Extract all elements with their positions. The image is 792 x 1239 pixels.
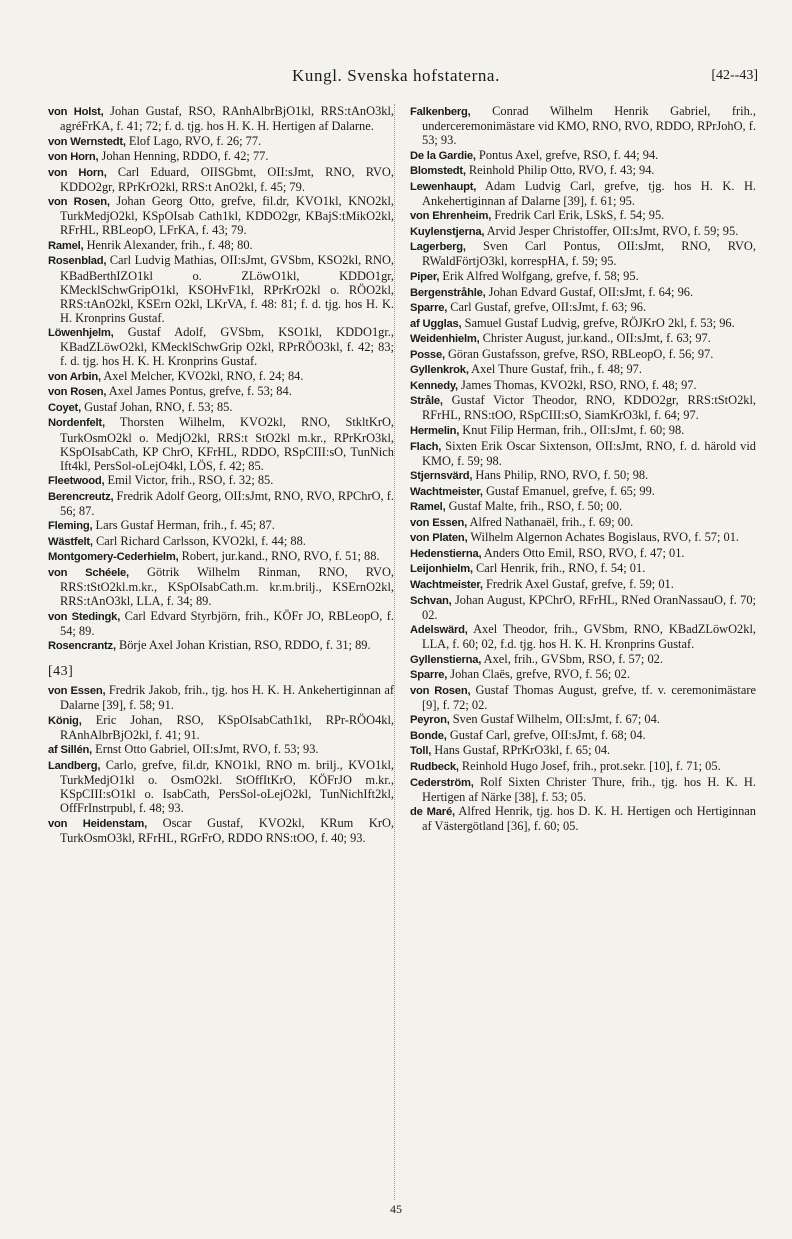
entry-name: von Holst,	[48, 106, 104, 118]
list-item	[410, 104, 756, 147]
entry-name: von Arbin,	[48, 370, 101, 383]
entry-text: Axel Melcher, KVO2kl, RNO, f. 24; 84.	[103, 368, 304, 383]
page-header	[0, 66, 792, 90]
list-item	[48, 758, 394, 815]
entry-name: Wachtmeister,	[410, 485, 483, 498]
entry-text: Johan Edvard Gustaf, OII:sJmt, f. 64; 96.	[488, 284, 694, 299]
entry-text: Alfred Nathanaël, frih., f. 69; 00.	[469, 514, 634, 529]
list-item	[48, 473, 394, 488]
entry-text: Gustaf Johan, RNO, f. 53; 85.	[84, 399, 233, 414]
entry-text: Johan Henning, RDDO, f. 42; 77.	[101, 149, 269, 164]
entry-text: Göran Gustafsson, grefve, RSO, RBLeopO, f. 56; 97.	[447, 346, 714, 361]
entry-text: Gustaf Adolf, GVSbm, KSO1kl, KDDO1gr., KBadZLöwO2kl, KMecklSchwGrip O2kl, RPrRÖO3kl, f. 42; 83; f. d. tjg. hos H. K. H. Kronprins Gustaf.	[60, 325, 394, 369]
list-item	[410, 728, 756, 743]
list-item	[410, 667, 756, 682]
entry-name: Stjernsvärd,	[410, 470, 473, 483]
entry-name: Lagerberg,	[410, 241, 466, 254]
entry-name: Posse,	[410, 348, 445, 361]
entry-name: von Rosen,	[48, 386, 107, 399]
list-item	[410, 743, 756, 758]
list-item	[410, 300, 756, 315]
entry-text: Sixten Erik Oscar Sixtenson, OII:sJmt, RNO, f. d. härold vid KMO, f. 59; 98.	[422, 438, 756, 468]
entry-name: Ramel,	[48, 239, 84, 252]
list-item	[410, 269, 756, 284]
entry-name: Sparre,	[410, 302, 448, 315]
list-item	[48, 683, 394, 712]
entry-text: Carl Henrik, frih., RNO, f. 54; 01.	[475, 561, 646, 576]
entry-name: Fleetwood,	[48, 475, 105, 488]
entry-text: Carl Eduard, OIISGbmt, OII:sJmt, RNO, RVO, KDDO2gr, RPrKrO2kl, RRS:t AnO2kl, f. 45; 79.	[60, 164, 394, 194]
entry-name: af Ugglas,	[410, 317, 462, 330]
entry-name: Gyllenkrok,	[410, 364, 469, 377]
list-item	[410, 759, 756, 774]
entry-text: Arvid Jesper Christoffer, OII:sJmt, RVO, f. 59; 95.	[486, 223, 739, 238]
section-marker: [43]	[48, 664, 74, 680]
entry-name: Berencreutz,	[48, 490, 114, 503]
entry-name: Wästfelt,	[48, 535, 93, 548]
list-item	[48, 534, 394, 549]
list-item	[410, 775, 756, 804]
entry-name: König,	[48, 714, 82, 727]
right-column	[410, 104, 756, 834]
list-item	[410, 163, 756, 178]
entry-text: Gustaf Malte, frih., RSO, f. 50; 00.	[448, 499, 623, 514]
list-item	[48, 713, 394, 742]
entry-text: Emil Victor, frih., RSO, f. 32; 85.	[107, 473, 274, 488]
entry-name: Blomstedt,	[410, 165, 466, 178]
entry-name: Hermelin,	[410, 424, 460, 437]
entry-name: von Ehrenheim,	[410, 210, 492, 223]
list-item	[410, 530, 756, 545]
entry-text: Carl Edvard Styrbjörn, frih., KÖFr JO, RBLeopO, f. 54; 89.	[60, 608, 394, 638]
entry-text: Alfred Henrik, tjg. hos D. K. H. Hertigen och Hertiginnan af Västergötland [36], f. 60; 05.	[422, 804, 756, 834]
list-item	[410, 468, 756, 483]
list-item	[48, 194, 394, 237]
entry-text: Fredrik Jakob, frih., tjg. hos H. K. H. Ankehertiginnan af Dalarne [39], f. 58; 91.	[60, 683, 394, 713]
entry-name: Rudbeck,	[410, 761, 459, 774]
list-item	[410, 362, 756, 377]
entry-text: Gustaf Thomas August, grefve, tf. v. ceremonimästare [9], f. 72; 02.	[422, 682, 756, 712]
entry-text: Christer August, jur.kand., OII:sJmt, f. 63; 97.	[482, 331, 711, 346]
entry-text: Samuel Gustaf Ludvig, grefve, RÖJKrO 2kl, f. 53; 96.	[464, 315, 735, 330]
entry-name: Ramel,	[410, 501, 446, 514]
entry-name: Weidenhielm,	[410, 333, 480, 346]
entry-name: Kennedy,	[410, 379, 458, 392]
entry-name: Rosencrantz,	[48, 640, 116, 653]
list-item	[48, 415, 394, 472]
entry-text: Axel Theodor, frih., GVSbm, RNO, KBadZLöwO2kl, LLA, f. 60; 02, f.d. tjg. hos H. K. H. Kronprins Gustaf.	[422, 622, 756, 652]
entry-name: Schvan,	[410, 594, 452, 607]
entry-name: Hedenstierna,	[410, 547, 482, 560]
entry-text: Axel Thure Gustaf, frih., f. 48; 97.	[471, 362, 642, 377]
entry-name: Toll,	[410, 745, 432, 758]
list-item	[48, 609, 394, 638]
entry-name: von Rosen,	[410, 684, 471, 697]
list-item	[410, 423, 756, 438]
entry-name: von Platen,	[410, 532, 468, 545]
entry-text: Carl Ludvig Mathias, OII:sJmt, GVSbm, KSO2kl, RNO, KBadBerthIZO1kl o. ZLöwO1kl, KDDO1gr, KMecklSchwGripO1kl, KSOHvF1kl, RPrKrO2kl o. RÖO2kl, RRS:tAnO2kl, KSErn O2kl, LKrVA, f. 48: 81; f. d. tjg. hos H. K. H. Kronprins Gustaf.	[60, 253, 394, 325]
page-title: Kungl. Svenska hofstaterna.	[292, 66, 500, 85]
entry-name: Piper,	[410, 271, 440, 284]
entry-name: Flach,	[410, 440, 442, 453]
entry-name: Wachtmeister,	[410, 578, 483, 591]
entry-text: Johan Gustaf, RSO, RAnhAlbrBjO1kl, RRS:tAnO3kl, agréFrKA, f. 41; 72; f. d. tjg. hos H. K. H. Hertigen af Dalarne.	[60, 104, 394, 134]
list-item	[410, 148, 756, 163]
list-item	[410, 316, 756, 331]
entry-name: Kuylenstjerna,	[410, 225, 485, 238]
entry-name: von Essen,	[48, 685, 106, 698]
entry-text: Gustaf Victor Theodor, RNO, KDDO2gr, RRS:tStO2kl, RFrHL, RNS:tOO, RSpCIII:sO, SiamKrO3kl, f. 64; 97.	[422, 393, 756, 423]
list-item	[48, 369, 394, 384]
page-number: 45	[390, 1202, 402, 1216]
entry-name: Nordenfelt,	[48, 417, 105, 430]
list-item	[48, 325, 394, 368]
entry-text: Gustaf Carl, grefve, OII:sJmt, f. 68; 04.	[449, 727, 646, 742]
entry-name: Montgomery-Cederhielm,	[48, 551, 179, 564]
list-item	[48, 104, 394, 133]
entry-list-left-a	[48, 104, 394, 653]
entry-text: James Thomas, KVO2kl, RSO, RNO, f. 48; 97.	[461, 377, 697, 392]
entry-name: Leijonhielm,	[410, 563, 473, 576]
entry-name: von Heidenstam,	[48, 817, 148, 830]
list-item	[410, 499, 756, 514]
entry-text: Eric Johan, RSO, KSpOIsabCath1kl, RPr-RÖO4kl, RAnhAlbrBjO2kl, f. 41; 91.	[60, 712, 394, 742]
column-divider	[394, 104, 395, 1200]
list-item	[48, 253, 394, 324]
entry-text: Axel James Pontus, grefve, f. 53; 84.	[108, 384, 292, 399]
list-item	[410, 347, 756, 362]
entry-text: Johan August, KPChrO, RFrHL, RNed OranNassauO, f. 70; 02.	[422, 592, 756, 622]
entry-text: Lars Gustaf Herman, frih., f. 45; 87.	[95, 518, 275, 533]
entry-text: Carlo, grefve, fil.dr, KNO1kl, RNO m. brilj., KVO1kl, TurkMedjO1kl o. OsmO2kl. StOffItKrO, KÖFrJO m.kr., KSpCIII:sO1kl o. IsabCath, PersSol-oLejO2kl, TunNichIft2kl, OffFrInstrpubl, f. 48; 93.	[60, 758, 394, 816]
list-item	[410, 593, 756, 622]
list-item	[48, 400, 394, 415]
list-item	[48, 238, 394, 253]
entry-name: Falkenberg,	[410, 106, 471, 118]
entry-name: de Maré,	[410, 806, 455, 819]
list-item	[410, 546, 756, 561]
entry-name: Löwenhjelm,	[48, 327, 114, 340]
entry-text: Börje Axel Johan Kristian, RSO, RDDO, f. 31; 89.	[118, 638, 371, 653]
entry-text: Erik Alfred Wolfgang, grefve, f. 58; 95.	[442, 269, 639, 284]
list-item	[410, 378, 756, 393]
list-item	[410, 652, 756, 667]
list-item	[48, 134, 394, 149]
entry-text: Carl Richard Carlsson, KVO2kl, f. 44; 88.	[95, 533, 306, 548]
entry-name: Gyllenstierna,	[410, 653, 482, 666]
entry-text: Thorsten Wilhelm, KVO2kl, RNO, StkltKrO, TurkOsmO2kl o. MedjO2kl, RRS:t StO2kl m.kr., RPrKrO3kl, KSpOIsabCath, KP ChrO, KFrHL, RDDO, RSpCIII:sO, TunNich Ift4kl, PersSol-oLejO4kl, LÖS, f. 42; 85.	[60, 415, 394, 473]
entry-text: Axel, frih., GVSbm, RSO, f. 57; 02.	[483, 651, 663, 666]
entry-text: Elof Lago, RVO, f. 26; 77.	[128, 133, 262, 148]
list-item	[410, 439, 756, 468]
entry-text: Rolf Sixten Christer Thure, frih., tjg. hos H. K. H. Hertigen af Närke [38], f. 53; 05.	[422, 774, 756, 804]
entry-text: Conrad Wilhelm Henrik Gabriel, frih., underceremonimästare vid KMO, RNO, RVO, RDDO, RPrJohO, f. 53; 93.	[422, 104, 756, 148]
entry-text: Robert, jur.kand., RNO, RVO, f. 51; 88.	[181, 549, 380, 564]
entry-name: Coyet,	[48, 401, 81, 414]
entry-text: Sven Carl Pontus, OII:sJmt, RNO, RVO, RWaldFörtjO3kl, korrespHA, f. 59; 95.	[422, 239, 756, 269]
entry-text: Carl Gustaf, grefve, OII:sJmt, f. 63; 96.	[450, 300, 647, 315]
entry-text: Fredrik Carl Erik, LSkS, f. 54; 95.	[494, 208, 665, 223]
list-item	[410, 515, 756, 530]
list-item	[48, 638, 394, 653]
list-item	[410, 561, 756, 576]
entry-text: Hans Gustaf, RPrKrO3kl, f. 65; 04.	[434, 743, 611, 758]
entry-text: Sven Gustaf Wilhelm, OII:sJmt, f. 67; 04.	[452, 712, 660, 727]
list-item	[48, 742, 394, 757]
entry-name: Peyron,	[410, 714, 450, 727]
list-item	[410, 179, 756, 208]
list-item	[410, 622, 756, 651]
entry-text: Hans Philip, RNO, RVO, f. 50; 98.	[475, 468, 649, 483]
entry-text: Oscar Gustaf, KVO2kl, KRum KrO, TurkOsmO3kl, RFrHL, RGrFrO, RDDO RNS:tOO, f. 40; 93.	[60, 815, 394, 845]
list-item	[410, 712, 756, 727]
list-item	[410, 285, 756, 300]
entry-name: von Stedingk,	[48, 610, 121, 623]
entry-name: von Horn,	[48, 166, 107, 179]
list-item	[48, 816, 394, 845]
entry-list-left-b	[48, 683, 394, 845]
entry-name: von Wernstedt,	[48, 135, 126, 148]
list-item	[410, 208, 756, 223]
entry-name: von Horn,	[48, 151, 99, 164]
list-item	[48, 489, 394, 518]
list-item	[410, 577, 756, 592]
list-item	[48, 165, 394, 194]
list-item	[48, 384, 394, 399]
list-item	[410, 484, 756, 499]
entry-text: Anders Otto Emil, RSO, RVO, f. 47; 01.	[483, 545, 685, 560]
entry-name: Fleming,	[48, 520, 93, 533]
entry-text: Reinhold Hugo Josef, frih., prot.sekr. [10], f. 71; 05.	[461, 759, 721, 774]
entry-name: Stråle,	[410, 395, 443, 408]
entry-name: De la Gardie,	[410, 149, 476, 162]
entry-name: von Essen,	[410, 516, 468, 529]
list-item	[48, 518, 394, 533]
list-item	[410, 393, 756, 422]
entry-text: Ernst Otto Gabriel, OII:sJmt, RVO, f. 53; 93.	[95, 742, 319, 757]
entry-name: von Schéele,	[48, 566, 129, 579]
entry-name: Bergenstråhle,	[410, 286, 486, 299]
entry-text: Reinhold Philip Otto, RVO, f. 43; 94.	[468, 163, 655, 178]
entry-name: Adelswärd,	[410, 624, 468, 637]
entry-text: Götrik Wilhelm Rinman, RNO, RVO, RRS:tStO2kl.m.kr., KSpOIsabCath.m. kr.m.brilj., KSErnO2kl, RRS:tAnO3kl, LLA, f. 34; 89.	[60, 564, 395, 609]
list-item	[410, 224, 756, 239]
entry-name: af Sillén,	[48, 744, 93, 757]
entry-name: Rosenblad,	[48, 255, 107, 268]
entry-name: Bonde,	[410, 729, 447, 742]
page-range: [42--43]	[711, 68, 758, 83]
list-item	[410, 331, 756, 346]
list-item	[410, 804, 756, 833]
list-item	[48, 565, 394, 608]
entry-text: Henrik Alexander, frih., f. 48; 80.	[86, 237, 253, 252]
entry-text: Gustaf Emanuel, grefve, f. 65; 99.	[485, 483, 655, 498]
entry-text: Knut Filip Herman, frih., OII:sJmt, f. 60; 98.	[462, 422, 685, 437]
entry-name: von Rosen,	[48, 196, 110, 209]
entry-text: Wilhelm Algernon Achates Bogislaus, RVO, f. 57; 01.	[470, 530, 740, 545]
left-column	[48, 104, 394, 845]
entry-text: Johan Claës, grefve, RVO, f. 56; 02.	[450, 667, 630, 682]
list-item	[410, 239, 756, 268]
list-item	[48, 549, 394, 564]
entry-text: Pontus Axel, grefve, RSO, f. 44; 94.	[478, 147, 659, 162]
entry-list-right	[410, 104, 756, 833]
entry-text: Adam Ludvig Carl, grefve, tjg. hos H. K. H. Ankehertiginnan af Dalarne [39], f. 61; 95.	[422, 178, 756, 208]
list-item	[48, 149, 394, 164]
entry-text: Fredrik Axel Gustaf, grefve, f. 59; 01.	[485, 576, 674, 591]
entry-name: Lewenhaupt,	[410, 180, 477, 193]
entry-text: Johan Georg Otto, grefve, fil.dr, KVO1kl, KNO2kl, TurkMedjO2kl, KSpOIsab Cath1kl, KDDO2gr, KBajS:tMikO2kl, RFrHL, RBLeopO, LFrKA, f. 43; 79.	[60, 194, 395, 238]
entry-name: Landberg,	[48, 760, 101, 773]
list-item	[410, 683, 756, 712]
entry-name: Sparre,	[410, 669, 448, 682]
entry-name: Cederström,	[410, 776, 474, 789]
entry-text: Fredrik Adolf Georg, OII:sJmt, RNO, RVO, RPChrO, f. 56; 87.	[60, 488, 394, 518]
